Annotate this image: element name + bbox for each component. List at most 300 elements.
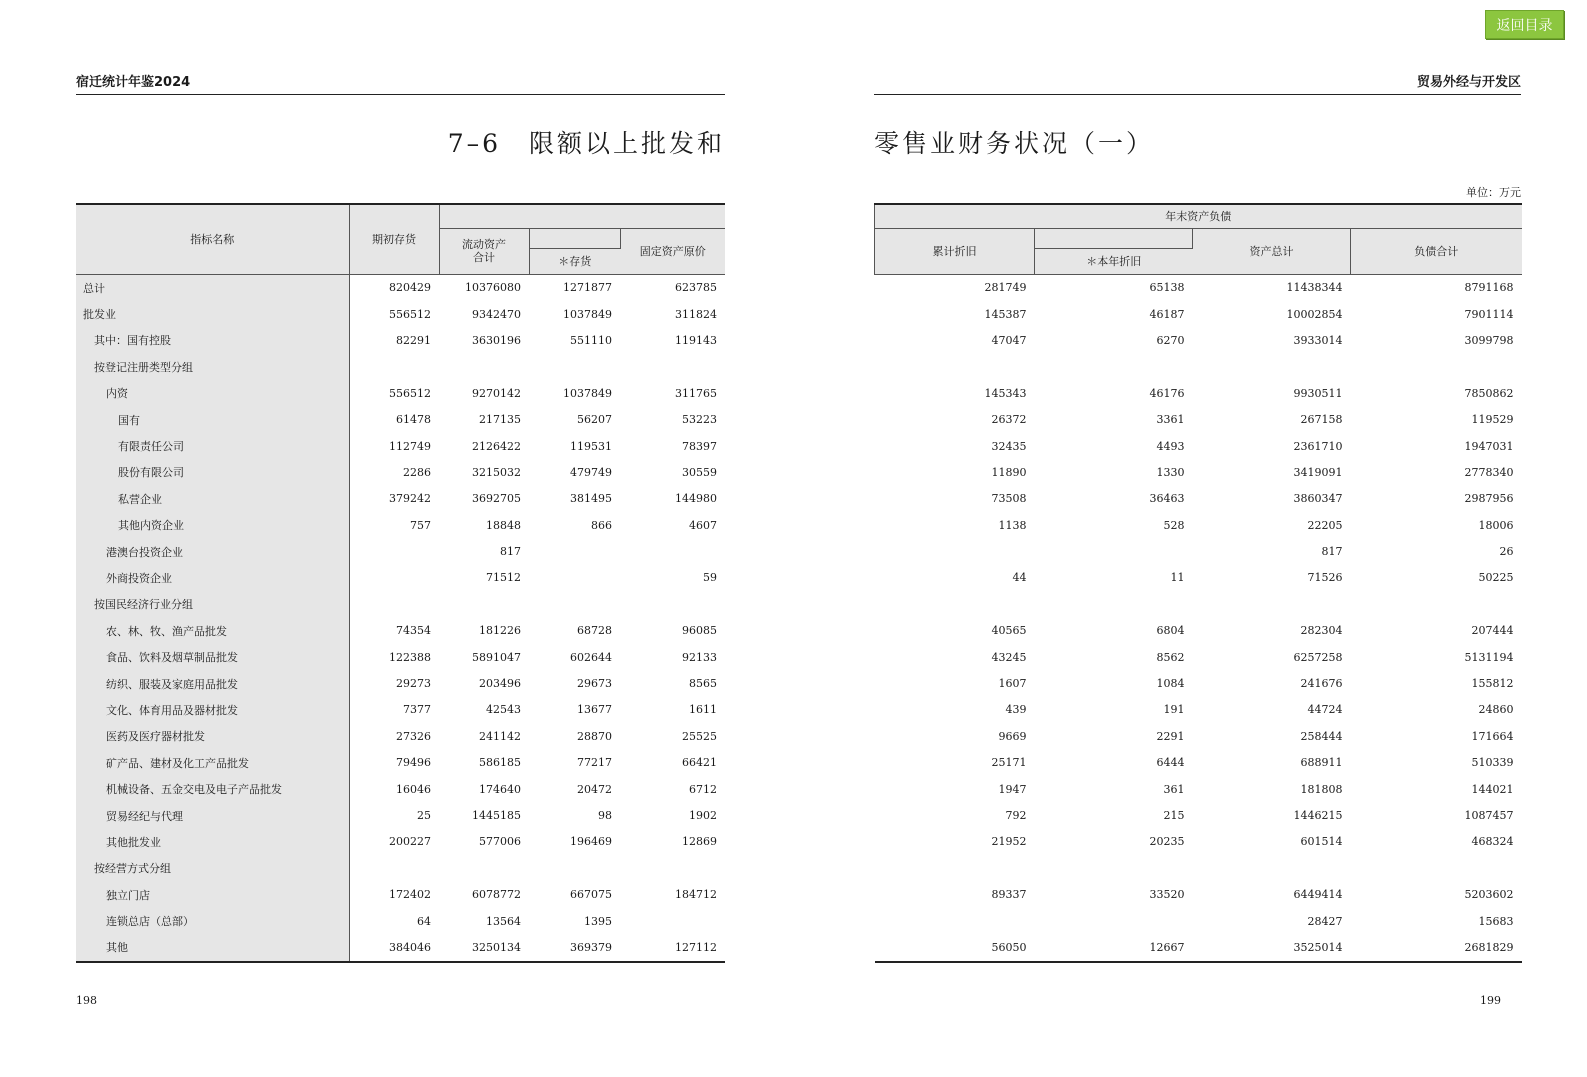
cell-value: 1445185	[472, 809, 521, 822]
cell-value: 36463	[1149, 492, 1185, 506]
cell-value: 43245	[991, 650, 1027, 664]
cell-value: 56050	[875, 934, 1035, 961]
back-to-contents-button[interactable]: 返回目录	[1485, 10, 1564, 39]
page-number-left: 198	[76, 994, 97, 1007]
cell-value	[1035, 591, 1193, 617]
table-row	[875, 301, 1522, 327]
cell-value: 145343	[984, 386, 1027, 400]
cell-value: 24860	[1478, 703, 1514, 717]
table-row	[76, 380, 725, 406]
cell-value: 22205	[1307, 518, 1343, 532]
table-row	[76, 565, 725, 591]
table-row	[76, 750, 725, 776]
cell-value: 29673	[577, 677, 612, 691]
cell-value: 25525	[682, 729, 718, 743]
cell-value: 191	[1163, 703, 1185, 717]
table-row	[76, 327, 725, 353]
cell-value: 6270	[1156, 333, 1185, 347]
row-label: 其他	[76, 934, 349, 961]
table-row	[76, 829, 725, 855]
table-row	[875, 855, 1522, 881]
cell-value: 258444	[1300, 729, 1343, 743]
table-row	[76, 512, 725, 538]
row-label: 内资	[76, 380, 349, 406]
cell-value: 3250134	[439, 934, 529, 961]
cell-value: 439	[1005, 703, 1027, 717]
table-row	[76, 776, 725, 802]
cell-value: 2286	[403, 465, 431, 479]
cell-value: 577006	[479, 835, 521, 849]
cell-value: 5891047	[472, 650, 521, 664]
cell-value: 3215032	[472, 465, 521, 479]
cell-value	[529, 591, 620, 617]
table-row	[875, 750, 1522, 776]
row-label: 贸易经纪与代理	[76, 802, 349, 828]
cell-value: 792	[1005, 809, 1027, 822]
cell-value	[1035, 354, 1193, 380]
row-label: 国有	[76, 406, 349, 432]
cell-value: 28870	[577, 729, 612, 743]
cell-value: 20472	[577, 782, 612, 796]
cell-value: 203496	[479, 677, 521, 691]
table-row	[76, 459, 725, 485]
cell-value	[529, 565, 620, 591]
header-year-end-assets-liabilities: 年末资产负债	[875, 204, 1522, 228]
cell-value: 10376080	[465, 281, 521, 295]
header-opening-inventory: 期初存货	[349, 204, 439, 274]
cell-value	[1351, 855, 1522, 881]
cell-value	[1193, 354, 1351, 380]
cell-value	[1035, 855, 1193, 881]
cell-value	[349, 538, 439, 564]
cell-value: 241676	[1300, 677, 1343, 691]
cell-value	[620, 908, 725, 934]
table-row	[76, 486, 725, 512]
table-row	[875, 670, 1522, 696]
cell-value: 369379	[529, 934, 620, 961]
cell-value: 1271877	[563, 281, 612, 295]
cell-value: 3361	[1156, 413, 1185, 427]
cell-value	[875, 591, 1035, 617]
cell-value: 181226	[479, 624, 521, 638]
cell-value: 757	[410, 518, 431, 532]
cell-value: 46187	[1149, 307, 1185, 321]
cell-value: 119529	[1471, 413, 1514, 427]
row-label: 机械设备、五金交电及电子产品批发	[76, 776, 349, 802]
table-row	[875, 327, 1522, 353]
cell-value: 601514	[1300, 835, 1343, 849]
row-label: 按登记注册类型分组	[76, 354, 349, 380]
cell-value: 3099798	[1464, 333, 1514, 347]
cell-value	[875, 354, 1035, 380]
table-row	[76, 670, 725, 696]
cell-value: 4607	[689, 518, 718, 532]
cell-value: 817	[500, 545, 521, 559]
cell-value: 13564	[486, 914, 521, 928]
cell-value: 30559	[682, 465, 718, 479]
header-total-assets: 资产总计	[1193, 228, 1351, 274]
table-row	[76, 538, 725, 564]
cell-value: 50225	[1478, 571, 1514, 585]
cell-value: 53223	[682, 413, 718, 427]
cell-value: 1330	[1156, 465, 1185, 479]
cell-value: 3933014	[1293, 333, 1343, 347]
cell-value	[1035, 538, 1193, 564]
table-row	[76, 802, 725, 828]
cell-value: 74354	[396, 624, 431, 638]
row-label: 其他内资企业	[76, 512, 349, 538]
cell-value: 171664	[1471, 729, 1514, 743]
table-row	[875, 459, 1522, 485]
cell-value	[1351, 354, 1522, 380]
table-row	[875, 908, 1522, 934]
cell-value: 122388	[389, 650, 431, 664]
cell-value: 172402	[389, 888, 431, 902]
cell-value: 12667	[1035, 934, 1193, 961]
cell-value: 1947031	[1464, 439, 1514, 453]
cell-value: 18006	[1478, 518, 1514, 532]
cell-value	[529, 538, 620, 564]
cell-value: 3525014	[1193, 934, 1351, 961]
cell-value: 20235	[1149, 835, 1185, 849]
page-title-left: 7–6 限额以上批发和	[447, 129, 725, 158]
cell-value: 9669	[998, 729, 1027, 743]
table-row	[875, 934, 1522, 961]
cell-value: 73508	[991, 492, 1027, 506]
cell-value	[1193, 855, 1351, 881]
cell-value: 667075	[570, 888, 612, 902]
cell-value: 44	[1012, 571, 1027, 585]
cell-value: 196469	[570, 835, 612, 849]
cell-value	[439, 855, 529, 881]
row-label: 纺织、服装及家庭用品批发	[76, 670, 349, 696]
cell-value: 1607	[998, 677, 1027, 691]
running-head-right: 贸易外经与开发区	[874, 74, 1521, 95]
cell-value: 2681829	[1351, 934, 1522, 961]
cell-value: 2778340	[1464, 465, 1514, 479]
cell-value: 98	[598, 809, 612, 822]
table-row	[875, 591, 1522, 617]
cell-value: 40565	[991, 624, 1027, 638]
row-label: 股份有限公司	[76, 459, 349, 485]
cell-value: 379242	[389, 492, 431, 506]
cell-value: 207444	[1471, 624, 1514, 638]
cell-value: 71526	[1307, 571, 1343, 585]
table-row	[76, 881, 725, 907]
cell-value: 7377	[403, 703, 431, 717]
cell-value: 11	[1170, 571, 1185, 585]
cell-value: 181808	[1300, 782, 1343, 796]
cell-value: 241142	[479, 729, 521, 743]
table-row	[76, 618, 725, 644]
cell-value: 1446215	[1293, 809, 1343, 822]
cell-value: 384046	[349, 934, 439, 961]
cell-value	[529, 354, 620, 380]
cell-value: 21952	[991, 835, 1027, 849]
header-blank-group	[439, 204, 725, 228]
cell-value: 217135	[479, 413, 521, 427]
table-left	[76, 203, 725, 963]
cell-value: 866	[591, 518, 612, 532]
cell-value: 144980	[675, 492, 718, 506]
cell-value: 59	[703, 571, 718, 585]
cell-value: 12869	[682, 835, 718, 849]
table-row	[875, 565, 1522, 591]
cell-value: 68728	[577, 624, 612, 638]
cell-value: 4493	[1156, 439, 1185, 453]
row-label: 港澳台投资企业	[76, 538, 349, 564]
row-label: 私营企业	[76, 486, 349, 512]
cell-value: 7850862	[1464, 386, 1514, 400]
cell-value: 11438344	[1286, 281, 1343, 295]
cell-value: 2291	[1156, 729, 1185, 743]
table-row	[76, 697, 725, 723]
table-row	[875, 776, 1522, 802]
table-row	[76, 591, 725, 617]
cell-value: 6444	[1156, 756, 1185, 770]
cell-value: 1902	[689, 809, 718, 822]
cell-value: 18848	[486, 518, 521, 532]
table-row	[76, 908, 725, 934]
cell-value: 6449414	[1293, 888, 1343, 902]
cell-value	[349, 354, 439, 380]
cell-value: 200227	[389, 835, 431, 849]
table-row	[875, 723, 1522, 749]
cell-value	[439, 591, 529, 617]
cell-value: 29273	[396, 677, 431, 691]
cell-value: 10002854	[1286, 307, 1343, 321]
cell-value	[620, 855, 725, 881]
cell-value: 6712	[689, 782, 718, 796]
cell-value: 281749	[984, 281, 1027, 295]
cell-value: 26	[1499, 545, 1514, 559]
table-row	[76, 406, 725, 432]
cell-value: 5203602	[1464, 888, 1514, 902]
cell-value: 2987956	[1464, 492, 1514, 506]
cell-value: 1084	[1156, 677, 1185, 691]
row-label: 文化、体育用品及器材批发	[76, 697, 349, 723]
cell-value: 42543	[486, 703, 521, 717]
row-label: 食品、饮料及烟草制品批发	[76, 644, 349, 670]
row-label: 医药及医疗器材批发	[76, 723, 349, 749]
cell-value: 1037849	[563, 307, 612, 321]
cell-value: 79496	[396, 756, 431, 770]
cell-value: 6078772	[472, 888, 521, 902]
cell-value: 7901114	[1464, 307, 1514, 321]
cell-value: 96085	[682, 624, 718, 638]
table-row	[76, 301, 725, 327]
header-blank-sub	[529, 228, 620, 248]
row-label: 按国民经济行业分组	[76, 591, 349, 617]
header-total-liabilities: 负债合计	[1351, 228, 1522, 274]
row-label: 批发业	[76, 301, 349, 327]
table-row	[875, 433, 1522, 459]
cell-value: 184712	[675, 888, 718, 902]
cell-value: 127112	[620, 934, 725, 961]
cell-value: 3692705	[472, 492, 521, 506]
cell-value: 1138	[998, 518, 1027, 532]
cell-value	[620, 538, 725, 564]
cell-value: 119531	[570, 439, 612, 453]
cell-value: 556512	[389, 307, 431, 321]
cell-value: 468324	[1471, 835, 1514, 849]
cell-value: 71512	[486, 571, 521, 585]
cell-value: 311765	[675, 386, 718, 400]
row-label: 总计	[76, 274, 349, 301]
cell-value: 56207	[577, 413, 612, 427]
table-row	[875, 644, 1522, 670]
cell-value	[349, 565, 439, 591]
cell-value: 551110	[570, 333, 612, 347]
cell-value: 3860347	[1293, 492, 1343, 506]
cell-value: 528	[1163, 518, 1185, 532]
cell-value: 1395	[584, 914, 612, 928]
table-row	[76, 934, 725, 961]
cell-value: 61478	[396, 413, 431, 427]
cell-value: 215	[1163, 809, 1185, 822]
table-row	[875, 406, 1522, 432]
cell-value: 2126422	[472, 439, 521, 453]
cell-value: 623785	[675, 281, 718, 295]
table-row	[76, 723, 725, 749]
table-row	[875, 380, 1522, 406]
cell-value: 27326	[396, 729, 431, 743]
table-row	[875, 274, 1522, 301]
cell-value: 8565	[689, 677, 718, 691]
cell-value	[349, 591, 439, 617]
cell-value: 311824	[675, 307, 718, 321]
cell-value: 92133	[682, 650, 718, 664]
cell-value: 145387	[984, 307, 1027, 321]
table-row	[76, 433, 725, 459]
page-title-right: 零售业财务状况（一）	[874, 129, 1155, 158]
cell-value: 8791168	[1464, 281, 1514, 295]
cell-value: 267158	[1300, 413, 1343, 427]
cell-value: 1087457	[1464, 809, 1514, 822]
header-inventory: ＊存货	[529, 248, 620, 274]
cell-value	[529, 855, 620, 881]
cell-value: 556512	[389, 386, 431, 400]
cell-value: 586185	[479, 756, 521, 770]
cell-value: 33520	[1149, 888, 1185, 902]
cell-value: 9930511	[1293, 386, 1343, 400]
row-label: 矿产品、建材及化工产品批发	[76, 750, 349, 776]
row-label: 其中：国有控股	[76, 327, 349, 353]
cell-value: 119143	[675, 333, 718, 347]
cell-value	[875, 908, 1035, 934]
cell-value: 6257258	[1293, 650, 1343, 664]
cell-value	[439, 354, 529, 380]
cell-value: 47047	[991, 333, 1027, 347]
row-label: 农、林、牧、渔产品批发	[76, 618, 349, 644]
cell-value: 5131194	[1464, 650, 1514, 664]
cell-value: 1947	[998, 782, 1027, 796]
table-row	[875, 538, 1522, 564]
cell-value	[1035, 908, 1193, 934]
cell-value: 1611	[689, 703, 718, 717]
header-current-year-depreciation: ＊本年折旧	[1035, 248, 1193, 274]
cell-value: 174640	[479, 782, 521, 796]
row-label: 按经营方式分组	[76, 855, 349, 881]
row-label: 有限责任公司	[76, 433, 349, 459]
cell-value: 89337	[991, 888, 1027, 902]
cell-value: 510339	[1471, 756, 1514, 770]
row-label: 独立门店	[76, 881, 349, 907]
table-row	[875, 512, 1522, 538]
cell-value: 44724	[1307, 703, 1343, 717]
cell-value: 602644	[570, 650, 612, 664]
table-row	[875, 697, 1522, 723]
cell-value: 817	[1321, 545, 1343, 559]
cell-value: 3419091	[1293, 465, 1343, 479]
table-right	[874, 203, 1522, 963]
cell-value: 2361710	[1293, 439, 1343, 453]
header-blank-sub-right	[1035, 228, 1193, 248]
running-head-left: 宿迁统计年鉴2024	[76, 74, 725, 95]
table-row	[76, 274, 725, 301]
cell-value: 32435	[991, 439, 1027, 453]
cell-value: 144021	[1471, 782, 1514, 796]
table-row	[76, 354, 725, 380]
cell-value: 15683	[1478, 914, 1514, 928]
cell-value: 361	[1163, 782, 1185, 796]
cell-value: 282304	[1300, 624, 1343, 638]
cell-value: 1037849	[563, 386, 612, 400]
cell-value	[620, 591, 725, 617]
cell-value	[620, 354, 725, 380]
cell-value: 13677	[577, 703, 612, 717]
cell-value: 8562	[1156, 650, 1185, 664]
header-indicator-name: 指标名称	[76, 204, 349, 274]
table-row	[76, 644, 725, 670]
row-label: 连锁总店（总部）	[76, 908, 349, 934]
cell-value: 820429	[389, 281, 431, 295]
cell-value: 64	[417, 914, 431, 928]
cell-value: 82291	[396, 333, 431, 347]
table-row	[875, 354, 1522, 380]
table-row	[875, 618, 1522, 644]
cell-value: 25	[417, 809, 431, 822]
cell-value: 25171	[991, 756, 1027, 770]
header-fixed-assets: 固定资产原价	[620, 228, 725, 274]
cell-value: 78397	[682, 439, 718, 453]
cell-value: 28427	[1307, 914, 1343, 928]
row-label: 其他批发业	[76, 829, 349, 855]
cell-value	[1351, 591, 1522, 617]
header-current-assets: 流动资产合计	[439, 228, 529, 274]
cell-value: 155812	[1471, 677, 1514, 691]
cell-value: 16046	[396, 782, 431, 796]
cell-value: 6804	[1156, 624, 1185, 638]
header-accumulated-depreciation: 累计折旧	[875, 228, 1035, 274]
table-row	[875, 881, 1522, 907]
page-number-right: 199	[1480, 994, 1501, 1007]
table-row	[875, 802, 1522, 828]
cell-value: 46176	[1149, 386, 1185, 400]
cell-value: 381495	[570, 492, 612, 506]
cell-value: 77217	[577, 756, 612, 770]
cell-value: 479749	[570, 465, 612, 479]
cell-value	[875, 855, 1035, 881]
table-row	[875, 829, 1522, 855]
cell-value: 9270142	[472, 386, 521, 400]
cell-value: 66421	[682, 756, 718, 770]
unit-label: 单位：万元	[1466, 186, 1521, 199]
cell-value	[349, 855, 439, 881]
cell-value	[875, 538, 1035, 564]
cell-value: 3630196	[472, 333, 521, 347]
cell-value: 65138	[1149, 281, 1185, 295]
